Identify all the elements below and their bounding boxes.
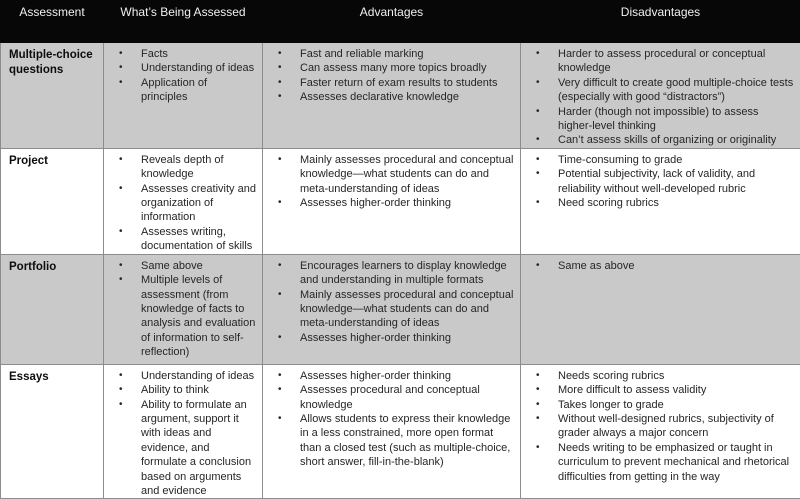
bullet-icon: • [536,76,558,90]
header-row [1,1,800,43]
bullet-item [263,259,514,288]
bullet-item [263,47,514,61]
bullet-text: Without well-designed rubrics, subjectivity of grader always a major concern [558,412,794,441]
table-row [1,148,800,254]
cell-disadvantages [521,254,800,364]
bullet-list [263,47,520,105]
bullet-text: Reveals depth of knowledge [141,153,256,182]
bullet-text: Ability to formulate an argument, support it with ideas and evidence, and formulate a conclusion based on arguments and evidence [141,398,256,499]
bullet-item [521,398,794,412]
bullet-item [521,167,794,196]
bullet-icon: • [536,196,558,210]
bullet-item [104,47,256,61]
assessment-type-label: Essays [1,364,104,499]
bullet-icon: • [278,47,300,61]
bullet-text: Needs writing to be emphasized or taught in curriculum to prevent mechanical and rhetorical difficulties from getting in the way [558,441,794,484]
bullet-icon: • [278,153,300,167]
bullet-item [263,412,514,470]
bullet-icon: • [119,153,141,167]
bullet-icon: • [278,412,300,426]
bullet-icon: • [119,182,141,196]
bullet-text: Understanding of ideas [141,61,256,75]
header-disadvantages: Disadvantages [521,1,800,43]
bullet-text: Can’t assess skills of organizing or originality [558,133,794,147]
bullet-item [521,441,794,484]
bullet-item [521,369,794,383]
bullet-list [104,47,262,105]
header-whats-being-assessed: What’s Being Assessed [104,1,263,43]
assessment-type-label: Portfolio [1,254,104,364]
bullet-item [521,105,794,134]
bullet-icon: • [278,288,300,302]
table-row [1,43,800,149]
bullet-item [521,196,794,210]
bullet-item [104,398,256,499]
bullet-icon: • [536,259,558,273]
bullet-text: Faster return of exam results to students [300,76,514,90]
bullet-list [521,47,800,148]
bullet-icon: • [536,412,558,426]
table-body [1,43,800,499]
bullet-item [263,153,514,196]
bullet-text: Facts [141,47,256,61]
bullet-text: Harder (though not impossible) to assess higher-level thinking [558,105,794,134]
bullet-icon: • [278,61,300,75]
cell-being-assessed [104,254,263,364]
bullet-icon: • [119,225,141,239]
bullet-list [104,369,262,499]
bullet-icon: • [536,47,558,61]
cell-disadvantages [521,43,800,149]
bullet-icon: • [278,369,300,383]
bullet-item [263,383,514,412]
bullet-icon: • [278,383,300,397]
bullet-icon: • [536,398,558,412]
bullet-item [263,369,514,383]
cell-advantages [263,43,521,149]
bullet-item [521,76,794,105]
table-header [1,1,800,43]
bullet-item [521,133,794,147]
bullet-icon: • [119,398,141,412]
bullet-item [521,153,794,167]
bullet-item [104,182,256,225]
bullet-item [104,61,256,75]
bullet-icon: • [536,153,558,167]
bullet-item [263,196,514,210]
bullet-list [521,259,800,273]
bullet-list [263,259,520,345]
bullet-item [104,273,256,359]
bullet-text: Mainly assesses procedural and conceptual knowledge—what students can do and meta-understanding of ideas [300,153,514,196]
bullet-text: Assesses declarative knowledge [300,90,514,104]
bullet-icon: • [278,196,300,210]
bullet-item [521,259,794,273]
cell-being-assessed [104,148,263,254]
bullet-text: Need scoring rubrics [558,196,794,210]
bullet-item [521,47,794,76]
bullet-text: Needs scoring rubrics [558,369,794,383]
bullet-item [263,76,514,90]
bullet-text: Assesses writing, documentation of skills [141,225,256,254]
bullet-text: Multiple levels of assessment (from knowledge of facts to analysis and evaluation of information to self-reflection) [141,273,256,359]
bullet-text: Fast and reliable marking [300,47,514,61]
bullet-item [521,412,794,441]
bullet-text: Application of principles [141,76,256,105]
bullet-icon: • [278,90,300,104]
bullet-icon: • [119,61,141,75]
bullet-item [104,369,256,383]
bullet-list [263,369,520,470]
bullet-item [104,76,256,105]
bullet-icon: • [119,259,141,273]
bullet-item [104,259,256,273]
bullet-text: Allows students to express their knowledge in a less constrained, more open format than a closed test (such as multiple-choice, short answer, fill-in-the-blank) [300,412,514,470]
bullet-item [263,90,514,104]
bullet-icon: • [278,259,300,273]
bullet-icon: • [119,273,141,287]
bullet-text: Can assess many more topics broadly [300,61,514,75]
bullet-text: Assesses higher-order thinking [300,369,514,383]
bullet-text: Mainly assesses procedural and conceptual knowledge—what students can do and meta-understanding of ideas [300,288,514,331]
bullet-text: Understanding of ideas [141,369,256,383]
bullet-text: Potential subjectivity, lack of validity, and reliability without well-developed rubric [558,167,794,196]
bullet-icon: • [536,369,558,383]
bullet-list [104,259,262,360]
bullet-icon: • [278,76,300,90]
bullet-icon: • [119,383,141,397]
table-row [1,364,800,499]
cell-being-assessed [104,43,263,149]
bullet-text: Time-consuming to grade [558,153,794,167]
assessment-type-label: Multiple-choice questions [1,43,104,149]
bullet-item [263,331,514,345]
bullet-item [263,288,514,331]
bullet-item [104,153,256,182]
bullet-item [104,225,256,254]
bullet-list [263,153,520,211]
cell-advantages [263,254,521,364]
bullet-list [521,369,800,484]
header-assessment: Assessment [1,1,104,43]
assessment-type-label: Project [1,148,104,254]
cell-being-assessed [104,364,263,499]
bullet-item [521,383,794,397]
bullet-text: Assesses higher-order thinking [300,196,514,210]
bullet-list [104,153,262,254]
bullet-text: Assesses creativity and organization of information [141,182,256,225]
bullet-icon: • [119,369,141,383]
bullet-icon: • [119,76,141,90]
cell-disadvantages [521,148,800,254]
bullet-list [521,153,800,211]
bullet-text: Same as above [558,259,794,273]
bullet-text: Assesses procedural and conceptual knowledge [300,383,514,412]
bullet-text: Very difficult to create good multiple-choice tests (especially with good “distractors”) [558,76,794,105]
bullet-icon: • [119,47,141,61]
bullet-icon: • [536,167,558,181]
bullet-text: Ability to think [141,383,256,397]
bullet-icon: • [278,331,300,345]
bullet-icon: • [536,441,558,455]
bullet-text: Harder to assess procedural or conceptual knowledge [558,47,794,76]
bullet-text: Assesses higher-order thinking [300,331,514,345]
bullet-item [104,383,256,397]
cell-advantages [263,364,521,499]
header-advantages: Advantages [263,1,521,43]
cell-disadvantages [521,364,800,499]
bullet-icon: • [536,105,558,119]
bullet-icon: • [536,133,558,147]
bullet-item [263,61,514,75]
cell-advantages [263,148,521,254]
bullet-text: Encourages learners to display knowledge and understanding in multiple formats [300,259,514,288]
table-row [1,254,800,364]
bullet-icon: • [536,383,558,397]
bullet-text: Same above [141,259,256,273]
bullet-text: Takes longer to grade [558,398,794,412]
bullet-text: More difficult to assess validity [558,383,794,397]
